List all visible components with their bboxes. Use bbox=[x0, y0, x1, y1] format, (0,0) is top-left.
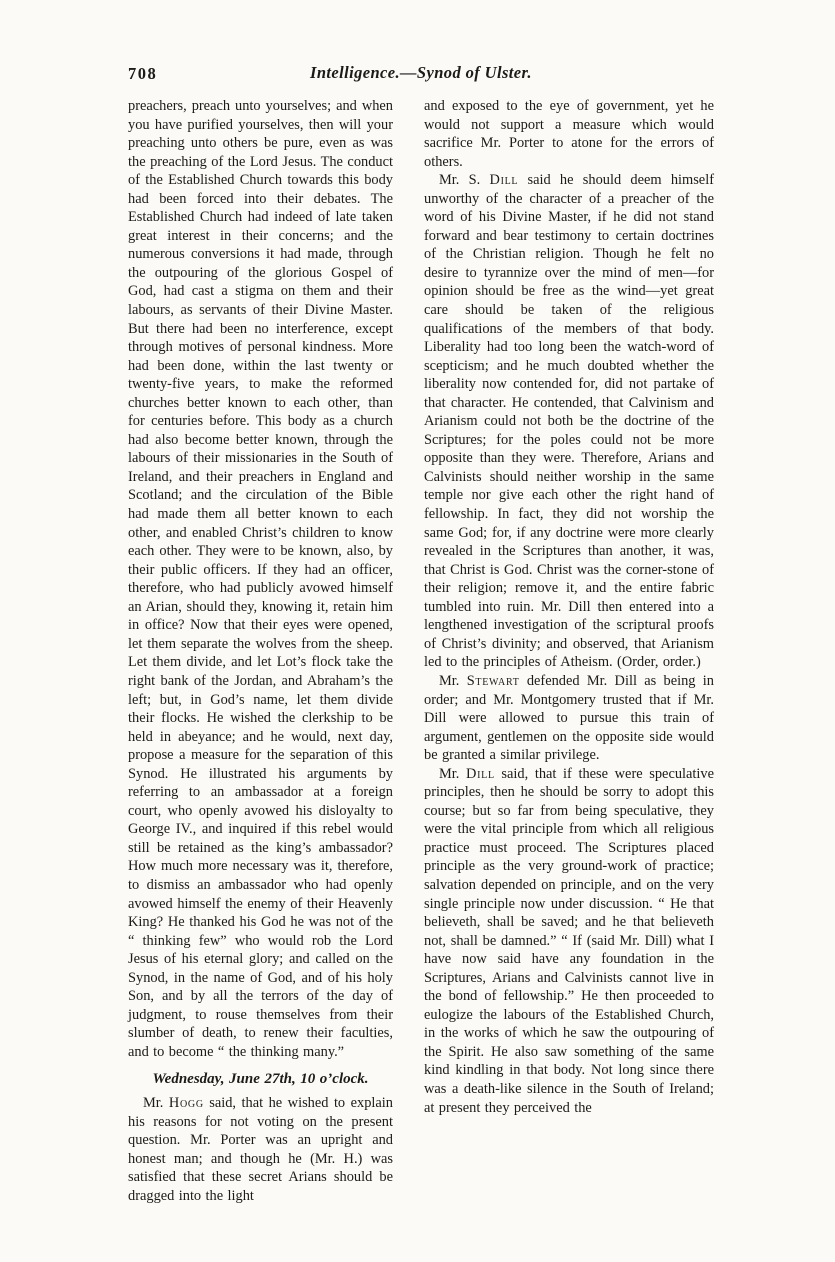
page-number: 708 bbox=[128, 64, 158, 83]
speaker-name: Stewart bbox=[466, 672, 520, 689]
text-run: Mr. bbox=[439, 765, 467, 782]
text-run: said, that if these were speculative principles, then he should be sorry to adopt this course; but so far from being speculative, they were the vital principle from which all religious practice must proceed. The Scriptures placed principle as the very ground-work of practice; salvation depended on principle, and on the very single principle now under discussion. “ He that believeth, shall be saved; and he that believeth not, shall be damned.” “ If (said Mr. Dill) what I have now said have any foundation in the Scriptures, Arians and Calvinists cannot live in the bond of fellowship.” He then proceeded to eulogize the labours of the Established Church, in the works of which he saw the outpouring of the Spirit. He also saw something of the same kind kindling in that body. Not long since there was a death-like silence in the South of Ireland; at present they perceived the bbox=[424, 765, 714, 1116]
text-run: defended Mr. Dill as being in order; and Mr. Montgomery trusted that if Mr. Dill were allowed to pursue this train of argument, gentlemen on the opposite side would be granted a similar privilege. bbox=[424, 672, 714, 764]
paragraph bbox=[424, 765, 714, 1117]
speaker-name: Hogg bbox=[168, 1094, 204, 1111]
running-title: Intelligence.—Synod of Ulster. bbox=[310, 63, 532, 82]
right-column bbox=[424, 97, 714, 1117]
paragraph bbox=[424, 97, 714, 171]
left-column bbox=[128, 97, 393, 1205]
text-run: Mr. bbox=[439, 672, 467, 689]
paragraph bbox=[128, 1094, 393, 1205]
text-run: Mr. bbox=[143, 1094, 169, 1111]
page-header bbox=[128, 63, 714, 87]
text-run: and exposed to the eye of government, yet he would not support a measure which would sacrifice Mr. Porter to atone for the errors of others. bbox=[424, 98, 714, 170]
speaker-name: Dill bbox=[489, 172, 519, 189]
paragraph bbox=[424, 171, 714, 672]
text-run: said, that he wished to explain his reasons for not voting on the present question. Mr. Porter was an upright and honest man; and though he (Mr. H.) was satisfied that these secret Arians should be dragged into the light bbox=[128, 1094, 393, 1204]
text-run: preachers, preach unto yourselves; and when you have purified yourselves, then will your preaching unto others be pure, even as was the preaching of the Lord Jesus. The conduct of the Established Church towards this body had been forced into their debates. The Established Church had indeed of late taken great interest in their concerns; and the numerous conversions it had made, through the outpouring of the glorious Gospel of God, had cast a stigma on them and their labours, as servants of their Divine Master. But there had been no interference, except through motives of personal kindness. More had been done, within the last twenty or twenty-five years, to make the reformed churches better known to each other, than for centuries before. This body as a church had also become better known, through the labours of their missionaries in the South of Ireland, and their preachers in England and Scotland; and the circulation of the Bible had made them all better known to each other, and enabled Christ’s children to know each other. They were to be known, also, by their public officers. If they had an officer, therefore, who had publicly avowed himself an Arian, should they, knowing it, retain him in office? Now that their eyes were opened, let them separate the wolves from the sheep. Let them divide, and let Lot’s flock take the right bank of the Jordan, and Abraham’s the left; but, in God’s name, let them divide their flocks. He wished the clerkship to be held in abeyance; and he would, next day, propose a measure for the separation of this Synod. He illustrated his arguments by referring to an ambassador at a foreign court, who openly avowed his disloyalty to George IV., and inquired if this rebel would still be retained as the king’s ambassador? How much more necessary was it, therefore, to dismiss an ambassador who had openly avowed himself the enemy of their Heavenly King? He thanked his God he was not of the “ thinking few” who would rob the Lord Jesus of his eternal glory; and called on the Synod, in the name of God, and of his holy Son, and by all the terrors of the day of judgment, to rouse themselves from their slumber of death, to renew their faculties, and to become “ the thinking many.” bbox=[128, 98, 393, 1060]
paragraph bbox=[128, 97, 393, 1061]
text-run: Mr. S. bbox=[439, 172, 490, 189]
speaker-name: Dill bbox=[466, 765, 495, 782]
paragraph bbox=[424, 672, 714, 765]
text-run: said he should deem himself unworthy of the character of a preacher of the word of his Divine Master, if he did not stand forward and bear testimony to certain doctrines of the Christian religion. Though he felt no desire to tyrannize over the mind of men—for opinion should be free as the wind—yet great care should be taken of the religious qualifications of the members of that body. Liberality had too long been the watch-word of scepticism; and he much doubted whether the liberality now contended for, did not partake of that character. He contended, that Calvinism and Arianism could not both be the doctrine of the Scriptures; for the poles could not be more opposite than they were. Therefore, Arians and Calvinists should neither worship in the same temple nor give each other the right hand of fellowship. In fact, they did not worship the same God; for, if any doctrine were more clearly revealed in the Scriptures than another, it was, that Christ is God. Christ was the corner-stone of their religion; remove it, and the entire fabric tumbled into ruin. Mr. Dill then entered into a lengthened investigation of the scriptural proofs of Christ’s divinity; and observed, that Arianism led to the principles of Atheism. (Order, order.) bbox=[424, 172, 714, 671]
section-heading bbox=[128, 1070, 393, 1089]
text-run: Wednesday, June 27th, 10 o’clock. bbox=[152, 1071, 369, 1088]
text-columns bbox=[128, 97, 714, 1205]
